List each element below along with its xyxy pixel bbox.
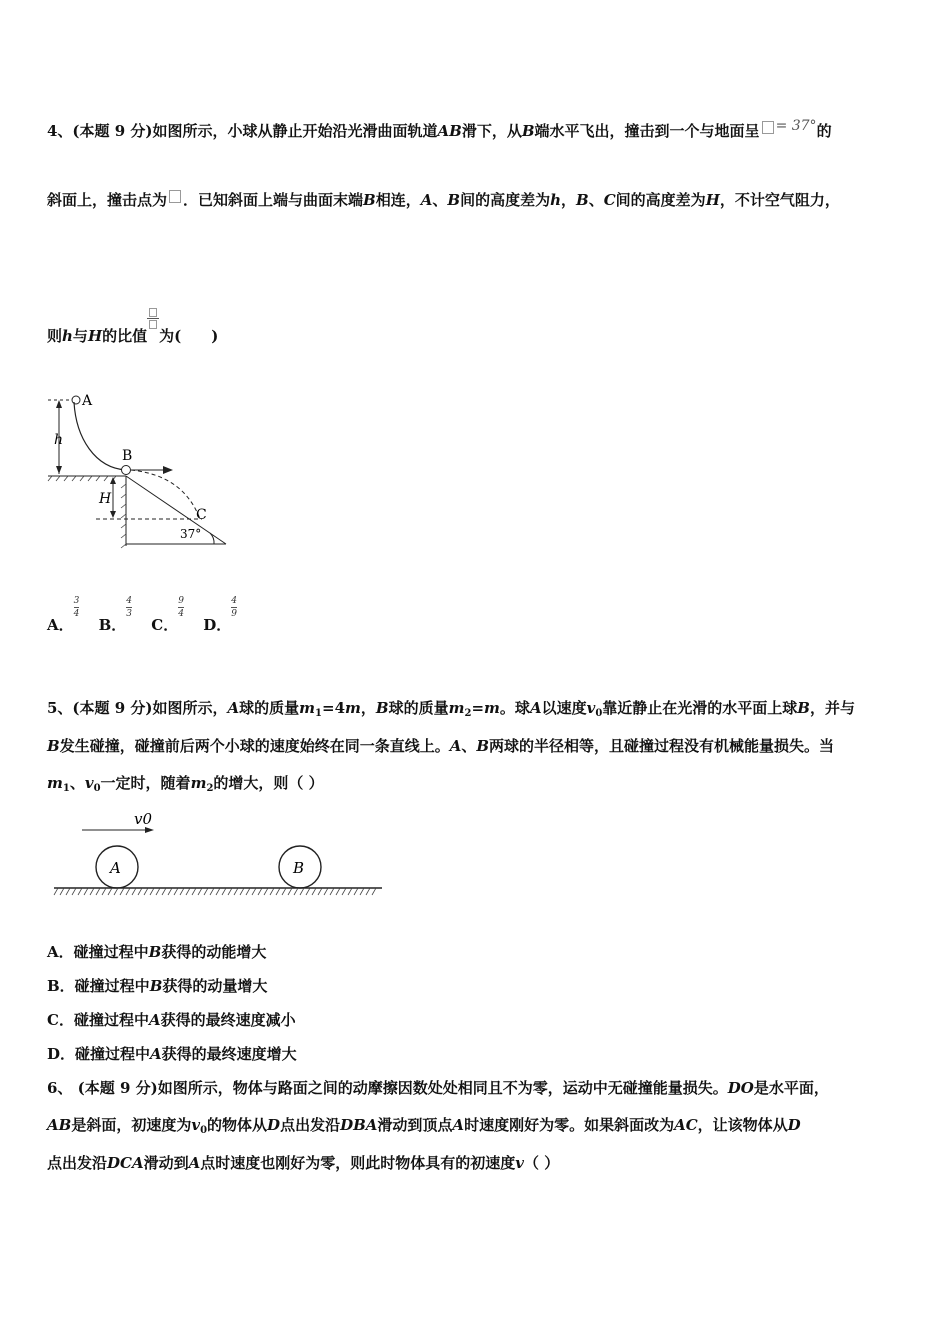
q6-line-3: 点出发沿DCA滑动到A点时速度也刚好为零，则此时物体具有的初速度v（ ）	[47, 1154, 560, 1172]
label-B: B	[122, 448, 133, 464]
q5-option-C[interactable]: C．碰撞过程中A获得的最终速度减小	[47, 1011, 296, 1029]
text: 、	[432, 191, 448, 209]
text: 滑下，从	[461, 122, 522, 140]
text: 则	[47, 327, 63, 345]
q4-options	[47, 596, 251, 635]
text: 间的高度差为	[460, 191, 551, 209]
q5-option-B[interactable]: B．碰撞过程中B获得的动量增大	[47, 977, 268, 995]
var-H: H	[87, 327, 103, 345]
var-AB: AB	[437, 122, 462, 140]
q4-line-2	[47, 190, 840, 210]
text: 斜面上，撞击点为	[47, 191, 168, 209]
q5-option-D[interactable]: D．碰撞过程中A获得的最终速度增大	[47, 1045, 297, 1063]
q5-line-3: $m_1$、$v_0$一定时，随着$m_2$的增大，则（ ）	[47, 774, 324, 794]
q5-figure	[50, 808, 390, 900]
text: 的	[816, 122, 832, 140]
option-D[interactable]: D． $\frac{4}{9}$	[203, 596, 237, 634]
formula-placeholder-icon	[762, 121, 774, 134]
text: 相连，	[375, 191, 421, 209]
text: 4、(本题 9 分)如图所示，小球从静止开始沿光滑曲面轨道	[47, 122, 438, 140]
q5-line-1: 5、(本题 9 分)如图所示，A球的质量$m_1=4m$，B球的质量$m_2=m$。球A以速度$v_0$靠近静止在光滑的水平面上球B，并与	[47, 699, 855, 719]
var-h: h	[62, 327, 73, 345]
var-C: C	[603, 191, 616, 209]
text: 端水平飞出，撞击到一个与地面呈	[534, 122, 760, 140]
q6-line-1: 6、 (本题 9 分)如图所示，物体与路面之间的动摩擦因数处处相同且不为零，运动中无碰撞能量损失。DO是水平面，	[47, 1079, 829, 1097]
option-A[interactable]: A． $\frac{3}{4}$	[47, 596, 80, 634]
text: ．已知斜面上端与曲面末端	[183, 191, 364, 209]
var-B: B	[447, 191, 461, 209]
label-h: h	[54, 432, 64, 448]
text: ，	[561, 191, 577, 209]
text: 与	[72, 327, 88, 345]
angle-equation: = 37°	[775, 118, 817, 134]
var-B: B	[521, 122, 535, 140]
var-h: h	[550, 191, 561, 209]
q6-line-2: AB是斜面，初速度为$v_0$的物体从D点出发沿DBA滑动到顶点A时速度刚好为零。如果斜面改为AC，让该物体从D	[47, 1116, 801, 1136]
var-H: H	[705, 191, 720, 209]
q5-option-A[interactable]: A．碰撞过程中B获得的动能增大	[47, 943, 267, 961]
ball-A: A	[110, 859, 121, 877]
text: ，不计空气阻力，	[719, 191, 840, 209]
q4-line-1	[47, 116, 832, 141]
label-H: H	[99, 491, 112, 507]
label-A: A	[82, 393, 93, 409]
text: 、	[588, 191, 604, 209]
ball-B: B	[293, 859, 305, 877]
option-C[interactable]: C． $\frac{9}{4}$	[151, 596, 184, 634]
ratio-placeholder-icon	[147, 308, 159, 329]
label-v0: v0	[134, 810, 153, 828]
q5-line-2: B发生碰撞，碰撞前后两个小球的速度始终在同一条直线上。A、B两球的半径相等，且碰撞过程没有机械能量损失。当	[47, 737, 835, 755]
label-angle: 37°	[180, 527, 202, 541]
var-B: B	[363, 191, 376, 209]
formula-placeholder-icon	[169, 190, 181, 203]
label-C: C	[196, 507, 207, 523]
q4-line-3	[47, 308, 218, 346]
text: 间的高度差为	[615, 191, 706, 209]
text: 的比值	[102, 327, 148, 345]
text: 为( )	[159, 327, 219, 345]
var-A: A	[420, 191, 433, 209]
var-B: B	[576, 191, 589, 209]
q4-figure	[40, 388, 240, 552]
option-B[interactable]: B． $\frac{4}{3}$	[98, 596, 133, 634]
